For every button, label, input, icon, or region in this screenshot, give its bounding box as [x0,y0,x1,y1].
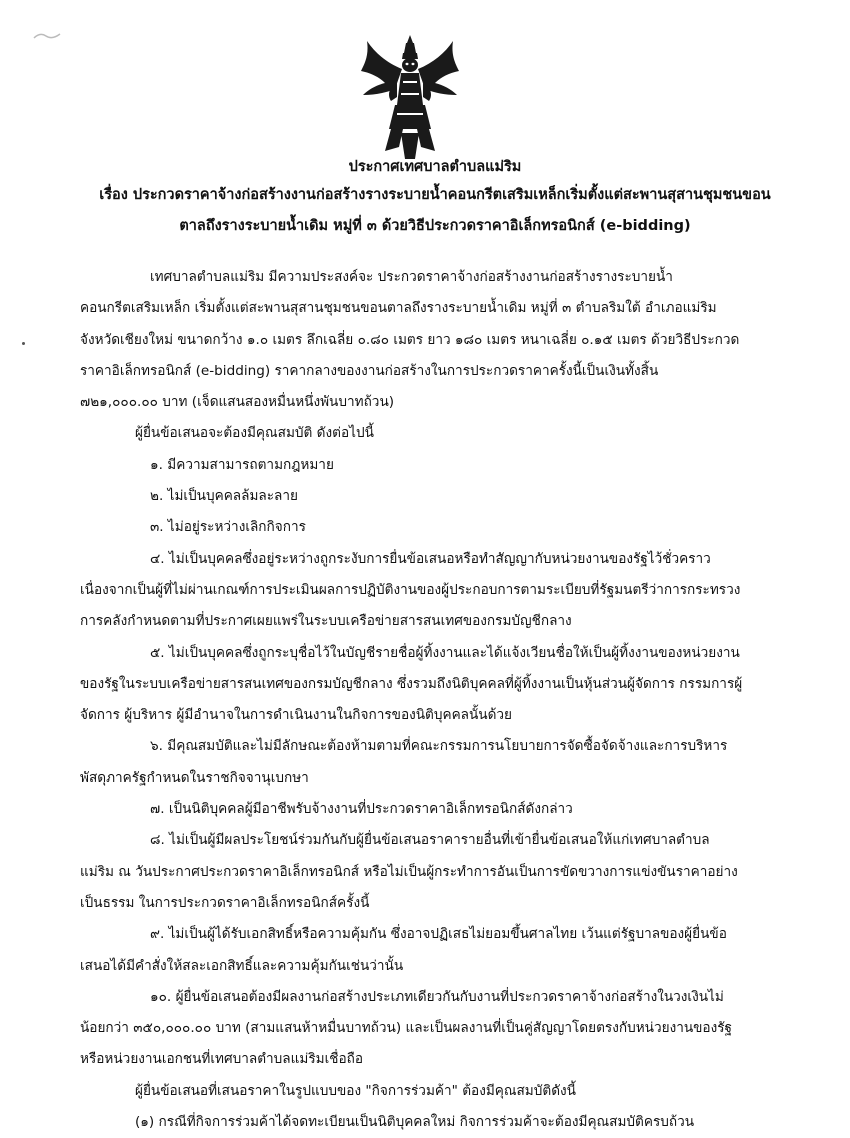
qualification-item: ๓. ไม่อยู่ระหว่างเลิกกิจการ [150,519,306,536]
qualification-item: ๕. ไม่เป็นบุคคลซึ่งถูกระบุชื่อไว้ในบัญชีรายชื่อผู้ทิ้งงานและได้แจ้งเวียนชื่อให้เป็นผู้ทิ้งงานของหน่วยงาน [150,644,740,661]
intro-line: เทศบาลตำบลแม่ริม มีความประสงค์จะ ประกวดราคาจ้างก่อสร้างงานก่อสร้างรางระบายน้ำ [150,269,673,285]
scan-speck [22,342,25,345]
qualification-item-cont: การคลังกำหนดตามที่ประกาศเผยแพร่ในระบบเครือข่ายสารสนเทศของกรมบัญชีกลาง [80,613,572,630]
qualification-item: ๗. เป็นนิติบุคคลผู้มีอาชีพรับจ้างงานที่ประกวดราคาอิเล็กทรอนิกส์ดังกล่าว [150,801,573,818]
qualification-item: ๒. ไม่เป็นบุคคลล้มละลาย [150,488,298,505]
qualification-item: ๘. ไม่เป็นผู้มีผลประโยชน์ร่วมกันกับผู้ยื่นข้อเสนอราคารายอื่นที่เข้ายื่นข้อเสนอให้แก่เทศบาลตำบล [150,832,710,849]
qualification-item: ๑๐. ผู้ยื่นข้อเสนอต้องมีผลงานก่อสร้างประเภทเดียวกันกับงานที่ประกวดราคาจ้างก่อสร้างในวงเงินไม่ [150,988,724,1005]
intro-line: ๗๒๑,๐๐๐.๐๐ บาท (เจ็ดแสนสองหมื่นหนึ่งพันบาทถ้วน) [80,394,395,411]
qualification-item-cont: เสนอได้มีคำสั่งให้สละเอกสิทธิ์และความคุ้มกันเช่นว่านั้น [80,957,404,974]
qualification-item-cont: หรือหน่วยงานเอกชนที่เทศบาลตำบลแม่ริมเชื่อถือ [80,1051,364,1068]
qualification-item: ๙. ไม่เป็นผู้ได้รับเอกสิทธิ์หรือความคุ้มกัน ซึ่งอาจปฏิเสธไม่ยอมขึ้นศาลไทย เว้นแต่รัฐบาลของผู้ยื่นข้อ [150,926,727,943]
intro-line: ราคาอิเล็กทรอนิกส์ (e-bidding) ราคากลางของงานก่อสร้างในการประกวดราคาครั้งนี้เป็นเงินทั้งสิ้น [80,362,659,379]
qualification-item-cont: พัสดุภาครัฐกำหนดในราชกิจจานุเบกษา [80,769,309,786]
scan-smudge-icon [32,30,62,42]
subject-line-1: เรื่อง ประกวดราคาจ้างก่อสร้างงานก่อสร้างรางระบายน้ำคอนกรีตเสริมเหล็กเริ่มตั้งแต่สะพานสุสานชุมชนขอน [99,187,771,203]
announcement-title: ประกาศเทศบาลตำบลแม่ริม [348,159,522,175]
garuda-emblem-icon [357,33,463,161]
qualification-item: ๑. มีความสามารถตามกฎหมาย [150,456,334,473]
qualification-item: ๔. ไม่เป็นบุคคลซึ่งอยู่ระหว่างถูกระงับการยื่นข้อเสนอหรือทำสัญญากับหน่วยงานของรัฐไว้ชั่วคราว [150,550,711,567]
qualification-item: ๖. มีคุณสมบัติและไม่มีลักษณะต้องห้ามตามที่คณะกรรมการนโยบายการจัดซื้อจัดจ้างและการบริหาร [150,738,728,755]
qualification-item-cont: น้อยกว่า ๓๕๐,๐๐๐.๐๐ บาท (สามแสนห้าหมื่นบาทถ้วน) และเป็นผลงานที่เป็นคู่สัญญาโดยตรงกับหน่วยงานของรัฐ [80,1020,733,1037]
qualification-heading: ผู้ยื่นข้อเสนอจะต้องมีคุณสมบัติ ดังต่อไปนี้ [135,425,374,442]
joint-venture-item: (๑) กรณีที่กิจการร่วมค้าได้จดทะเบียนเป็นนิติบุคคลใหม่ กิจการร่วมค้าจะต้องมีคุณสมบัติครบถ้วน [135,1114,695,1131]
intro-line: จังหวัดเชียงใหม่ ขนาดกว้าง ๑.๐ เมตร ลึกเฉลี่ย ๐.๘๐ เมตร ยาว ๑๘๐ เมตร หนาเฉลี่ย ๐.๑๕ เมตร ด้วยวิธีประกวด [80,331,740,348]
joint-venture-heading: ผู้ยื่นข้อเสนอที่เสนอราคาในรูปแบบของ "กิจการร่วมค้า" ต้องมีคุณสมบัติดังนี้ [135,1082,576,1099]
qualification-item-cont: จัดการ ผู้บริหาร ผู้มีอำนาจในการดำเนินงานในกิจการของนิติบุคคลนั้นด้วย [80,707,513,724]
intro-line: คอนกรีตเสริมเหล็ก เริ่มตั้งแต่สะพานสุสานชุมชนขอนตาลถึงรางระบายน้ำเดิม หมู่ที่ ๓ ตำบลริมใต้ อำเภอแม่ริม [80,300,717,317]
qualification-item-cont: เนื่องจากเป็นผู้ที่ไม่ผ่านเกณฑ์การประเมินผลการปฏิบัติงานของผู้ประกอบการตามระเบียบที่รัฐมนตรีว่าการกระทรวง [80,581,741,598]
subject-line-2: ตาลถึงรางระบายน้ำเดิม หมู่ที่ ๓ ด้วยวิธีประกวดราคาอิเล็กทรอนิกส์ (e-bidding) [179,218,691,234]
qualification-item-cont: เป็นธรรม ในการประกวดราคาอิเล็กทรอนิกส์ครั้งนี้ [80,894,370,911]
qualification-item-cont: แม่ริม ณ วันประกาศประกวดราคาอิเล็กทรอนิกส์ หรือไม่เป็นผู้กระทำการอันเป็นการขัดขวางการแข่งขันราคาอย่าง [80,863,738,880]
qualification-item-cont: ของรัฐในระบบเครือข่ายสารสนเทศของกรมบัญชีกลาง ซึ่งรวมถึงนิติบุคคลที่ผู้ทิ้งงานเป็นหุ้นส่วนผู้จัดการ กรรมการผู้ [80,675,743,692]
document-body [80,262,770,1138]
